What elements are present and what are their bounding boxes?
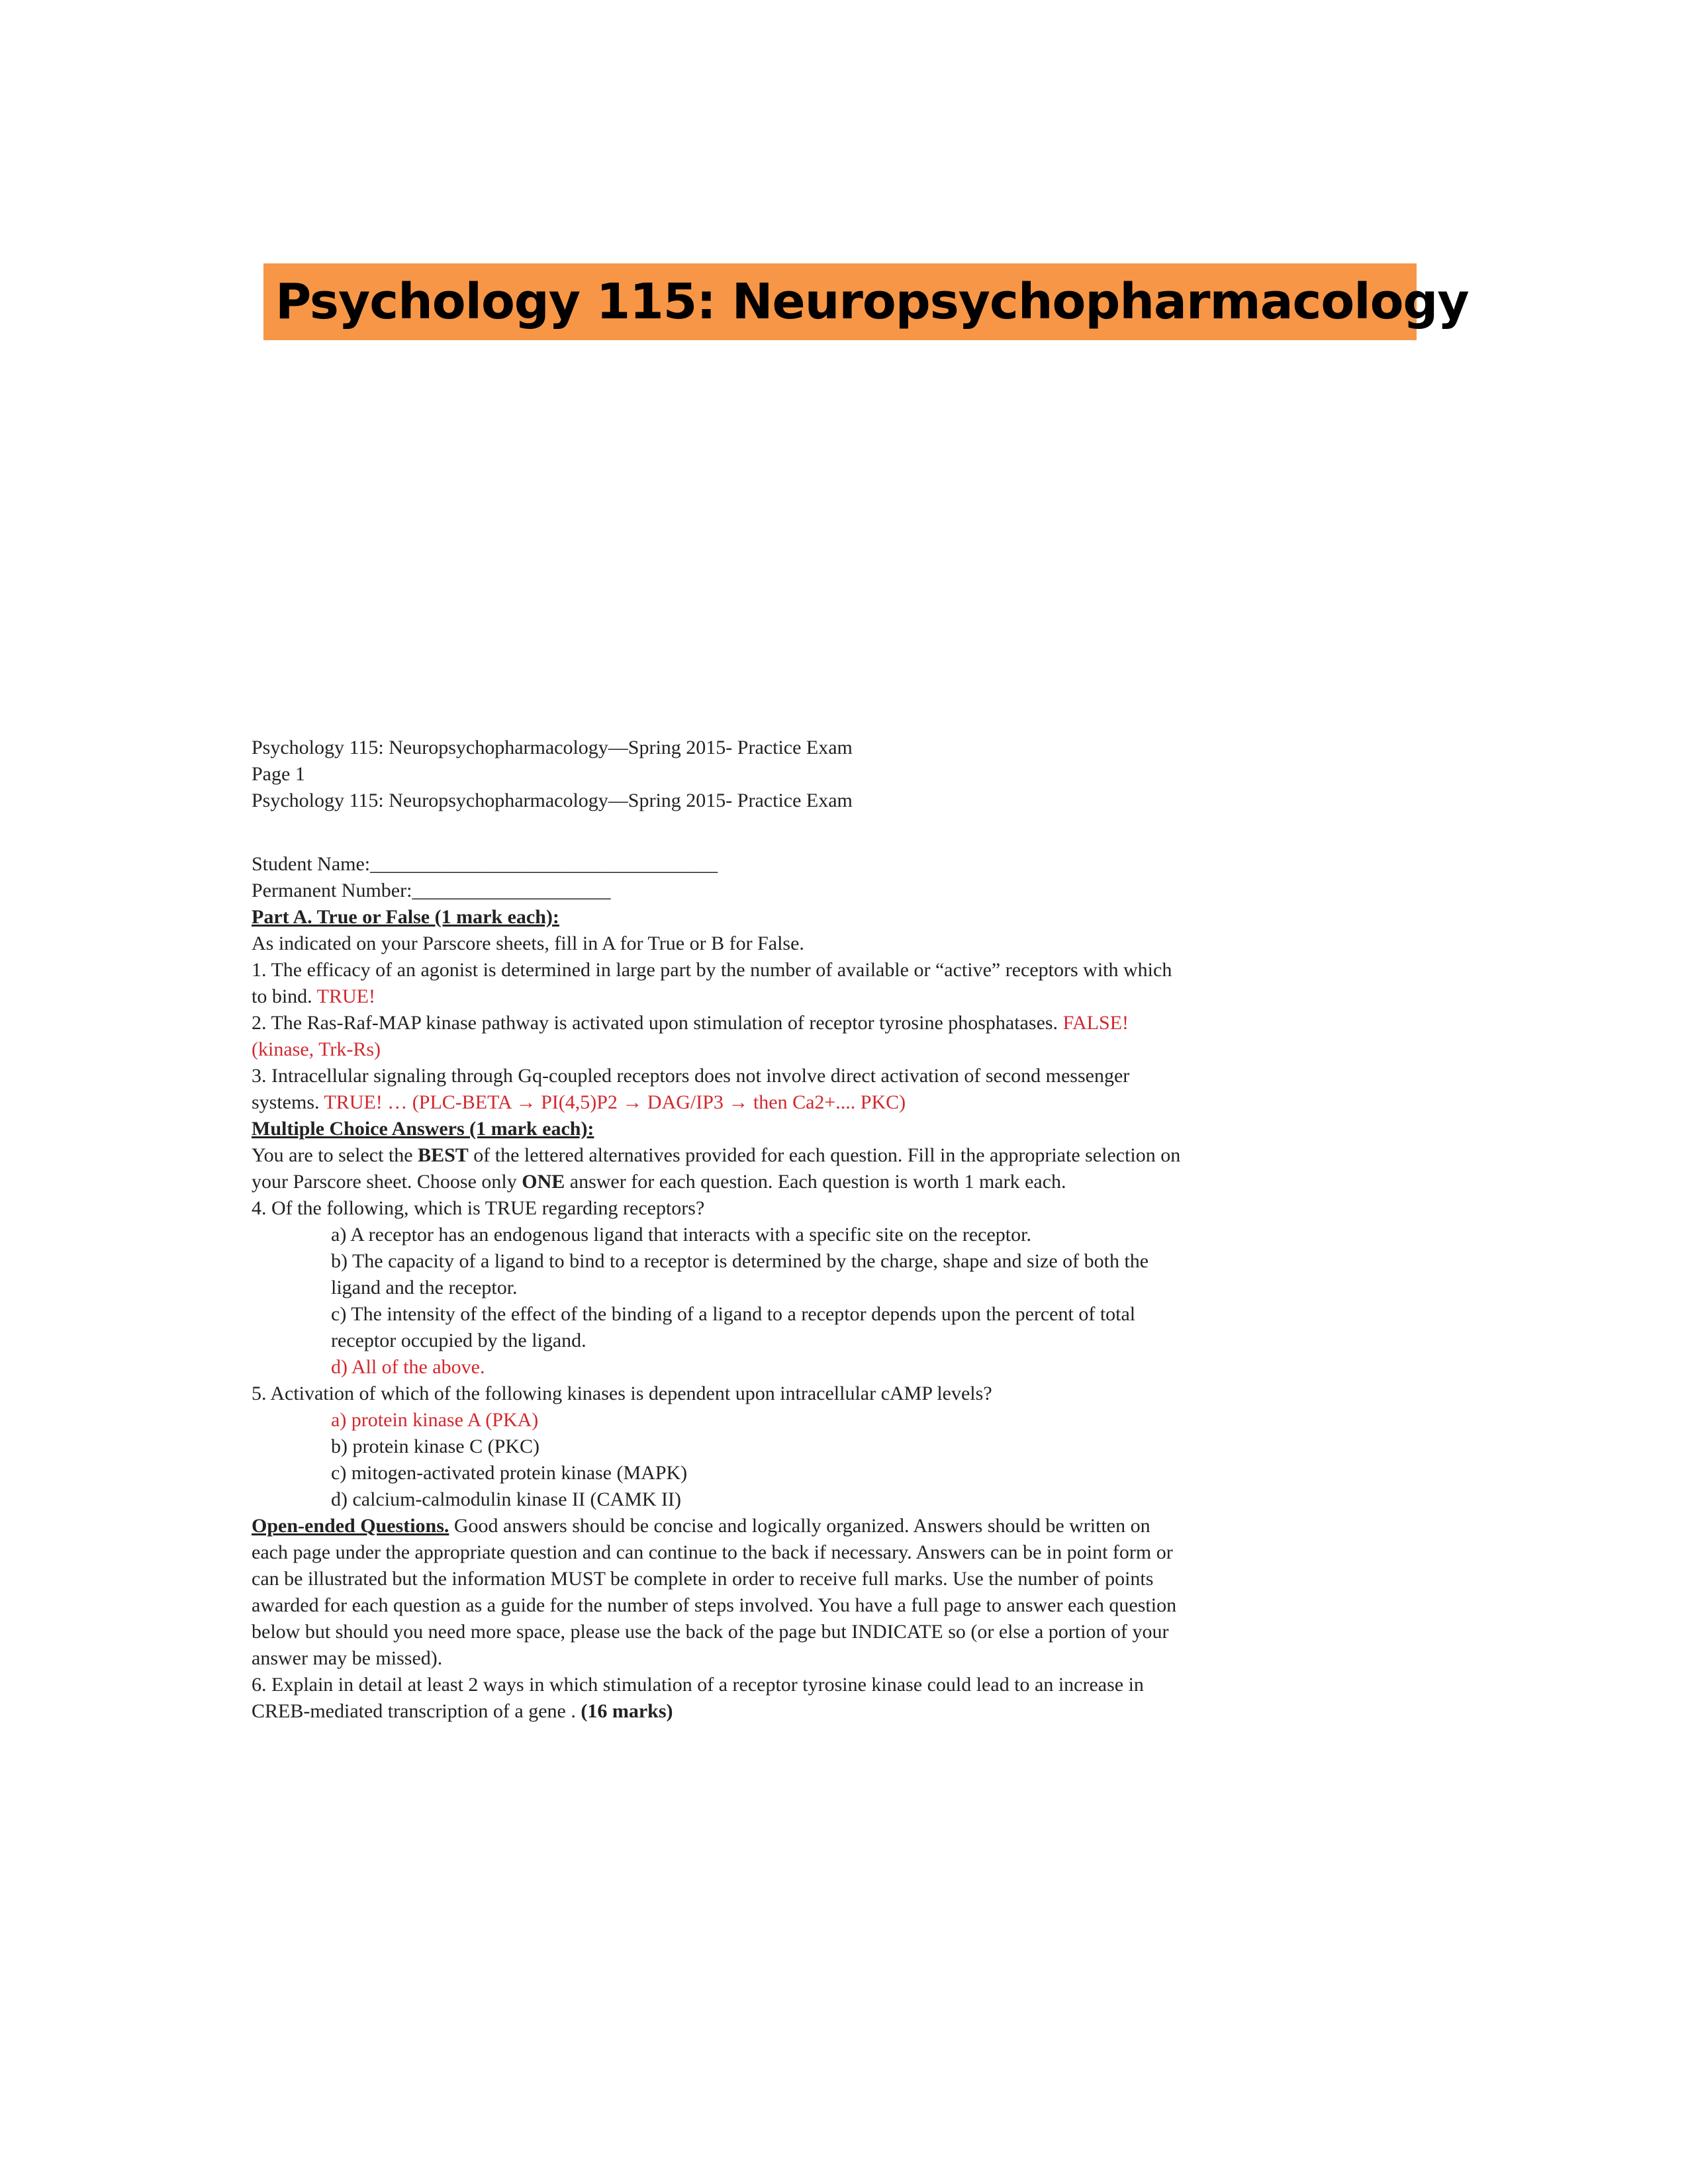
question-6-marks: (16 marks): [581, 1700, 673, 1722]
question-1-answer: TRUE!: [316, 985, 375, 1007]
question-2: [252, 1010, 1192, 1063]
multiple-choice-instructions: [252, 1142, 1192, 1195]
header-line-1: Psychology 115: Neuropsychopharmacology—Spring 2015- Practice Exam: [252, 737, 853, 758]
question-3-answer: TRUE! … (PLC-BETA → PI(4,5)P2 → DAG/IP3 → then Ca2+.... PKC): [324, 1091, 906, 1113]
title-banner: [263, 263, 1469, 340]
mc-instr-part-3: answer for each question. Each question is worth 1 mark each.: [565, 1171, 1066, 1193]
question-5-stem: 5. Activation of which of the following kinases is dependent upon intracellular cAMP levels?: [252, 1383, 992, 1404]
student-name-label: Student Name:: [252, 853, 371, 875]
question-1: [252, 957, 1192, 1010]
question-6-text: 6. Explain in detail at least 2 ways in which stimulation of a receptor tyrosine kinase could lead to an increase in CREB-mediated transcription of a gene .: [252, 1674, 1144, 1722]
student-name-field: [252, 851, 1192, 878]
question-5-option-d: d) calcium-calmodulin kinase II (CAMK II): [331, 1488, 681, 1510]
question-5-option-b: b) protein kinase C (PKC): [331, 1435, 539, 1457]
mc-instr-part-1: You are to select the: [252, 1144, 418, 1166]
question-2-text: 2. The Ras-Raf-MAP kinase pathway is activated upon stimulation of receptor tyrosine phosphatases.: [252, 1012, 1058, 1034]
question-4-option-c: c) The intensity of the effect of the binding of a ligand to a receptor depends upon the percent of total receptor occupied by the ligand.: [331, 1303, 1136, 1351]
question-4-option-a: a) A receptor has an endogenous ligand that interacts with a specific site on the receptor.: [331, 1224, 1031, 1246]
question-5-option-a: a) protein kinase A (PKA): [331, 1409, 539, 1431]
question-5-option-c: c) mitogen-activated protein kinase (MAPK): [331, 1462, 688, 1484]
student-name-blank: ___________________________________: [370, 853, 718, 875]
question-6: [252, 1672, 1192, 1725]
question-4-option-b: b) The capacity of a ligand to bind to a receptor is determined by the charge, shape and size of both the ligand and the receptor.: [331, 1250, 1149, 1298]
question-2-answer: FALSE! (kinase, Trk-Rs): [252, 1012, 1129, 1060]
header-line-2: Psychology 115: Neuropsychopharmacology—Spring 2015- Practice Exam: [252, 790, 853, 811]
open-ended-instructions-text: Good answers should be concise and logically organized. Answers should be written on each page under the appropriate question and can continue to the back if necessary. Answers can be in point form or can be illustrated but the information MUST be complete in order to receive full marks. Use the number of points awarded for each question as a guide for the number of steps involved. You have a full page to answer each question below but should you need more space, please use the back of the page but INDICATE so (or else a portion of your answer may be missed).: [252, 1515, 1177, 1669]
part-a-heading: Part A. True or False (1 mark each):: [252, 906, 559, 928]
open-ended-instructions: [252, 1513, 1192, 1672]
mc-instr-best: BEST: [418, 1144, 469, 1166]
banner-title: Psychology 115: Neuropsychopharmacology: [275, 273, 1469, 330]
page-number: Page 1: [252, 763, 305, 785]
mc-instr-part-2: of the lettered alternatives provided for each question. Fill in the appropriate selection on your Parscore sheet. Choose only: [252, 1144, 1181, 1193]
exam-document: [252, 735, 1192, 1725]
question-3: [252, 1063, 1192, 1116]
question-1-text: 1. The efficacy of an agonist is determined in large part by the number of available or “active” receptors with which to bind.: [252, 959, 1172, 1007]
question-4-option-d: d) All of the above.: [331, 1356, 485, 1378]
part-a-instructions: As indicated on your Parscore sheets, fill in A for True or B for False.: [252, 933, 804, 954]
open-ended-heading: Open-ended Questions.: [252, 1515, 449, 1537]
mc-instr-one: ONE: [522, 1171, 565, 1193]
permanent-number-blank: ____________________: [412, 880, 611, 901]
multiple-choice-heading: Multiple Choice Answers (1 mark each):: [252, 1118, 594, 1140]
question-4-stem: 4. Of the following, which is TRUE regarding receptors?: [252, 1197, 705, 1219]
permanent-number-label: Permanent Number:: [252, 880, 412, 901]
question-3-text: 3. Intracellular signaling through Gq-coupled receptors does not involve direct activation of second messenger systems.: [252, 1065, 1130, 1113]
permanent-number-field: [252, 878, 1192, 904]
